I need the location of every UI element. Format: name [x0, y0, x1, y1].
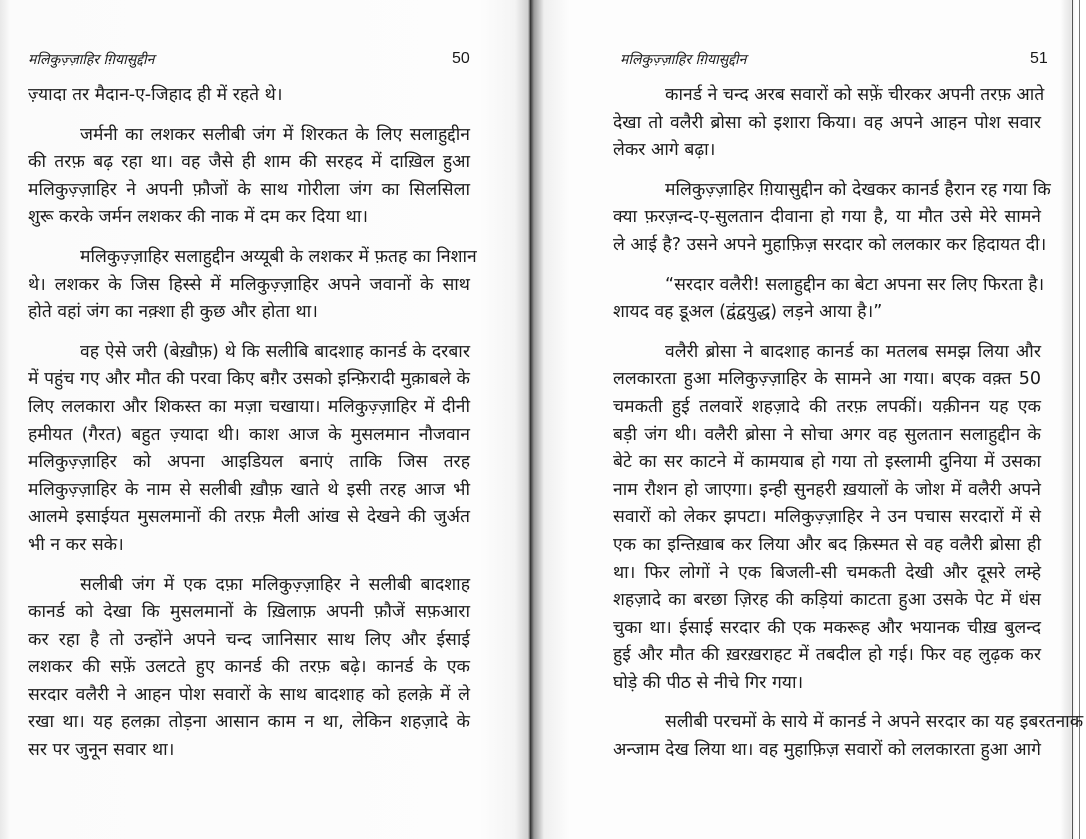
text-line: आलमे इसाईयत मुसलमानों की तरफ़ मैली आंख से देखने की जुर्अत: [28, 507, 470, 528]
text-line: बड़ी जंग थी। वलैरी ब्रोसा ने सोचा अगर वह सुलतान सलाहुद्दीन के: [613, 424, 1041, 445]
paragraph: [613, 177, 1051, 260]
text-line: वह ऐसे जरी (बेख़ौफ़) थे कि सलीबि बादशाह कानर्ड के दरबार: [80, 341, 470, 362]
text-line: मलिकुज़्ज़ाहिर ग़ियासुद्दीन को देखकर कानर्ड हैरान रह गया कि: [665, 179, 1051, 200]
text-line: चमकती हुई तलवारें शहज़ादे की तरफ़ लपकीं। यक़ीनन यह एक: [613, 396, 1041, 417]
text-line: कानर्ड ने चन्द अरब सवारों को सफ़ें चीरकर अपनी तरफ़ आते: [665, 85, 1045, 105]
text-line: मलिकुज़्ज़ाहिर को अपना आइडियल बनाएं ताकि जिस तरह: [28, 452, 470, 473]
paragraph: [28, 244, 477, 327]
text-line: कर रहा है तो उन्होंने अपने चन्द जानिसार साथ लिए और ईसाई: [28, 629, 470, 650]
text-line: हुई और मौत की ख़रख़राहट में तबदील हो गई। फिर वह लुढ़क कर: [613, 645, 1041, 666]
paragraph: [28, 82, 470, 110]
text-line: लशकर की सफ़ें उलटते हुए कानर्ड की तरफ़ बढ़े। कानर्ड के एक: [28, 657, 470, 678]
text-line: सवारों को लेकर झपटा। मलिकुज़्ज़ाहिर ने उन पचास सरदारों में से: [613, 507, 1041, 528]
text-line: अन्जाम देख लिया था। वह मुहाफ़िज़ सवारों को ललकारता हुआ आगे: [613, 740, 1041, 761]
paragraph: [28, 339, 470, 560]
page-number: 51: [1030, 50, 1048, 67]
text-line: मलिकुज़्ज़ाहिर ने अपनी फ़ौजों के साथ गोरीला जंग का सिलसिला: [28, 179, 470, 200]
right-page: [530, 0, 1086, 839]
page-number: 50: [452, 50, 470, 67]
text-line: बेटे का सर काटने में कामयाब हो गया तो इस्लामी दुनिया में उसका: [613, 452, 1041, 473]
text-line: की तरफ़ बढ़ रहा था। वह जैसे ही शाम की सरहद में दाख़िल हुआ: [28, 152, 470, 173]
text-line: शहज़ादे का बरछा ज़िरह की कड़ियां काटता हुआ उसके पेट में धंस: [613, 590, 1041, 611]
text-line: घोड़े की पीठ से नीचे गिर गया।: [613, 672, 804, 693]
text-line: लिए ललकारा और शिकस्त का मज़ा चखाया। मलिकुज़्ज़ाहिर में दीनी: [28, 396, 470, 417]
paragraph: [613, 272, 1045, 327]
text-line: सर पर जुनून सवार था।: [28, 740, 175, 761]
running-header: मलिकुज़्ज़ाहिर ग़ियासुद्दीन: [620, 52, 747, 68]
text-line: कानर्ड को देखा कि मुसलमानों के ख़िलाफ़ अपनी फ़ौजें सफ़आरा: [28, 602, 470, 623]
text-line: वलैरी ब्रोसा ने बादशाह कानर्ड का मतलब समझ लिया और: [665, 341, 1041, 362]
page-body: [613, 82, 1084, 777]
text-line: सलीबी जंग में एक दफ़ा मलिकुज़्ज़ाहिर ने सलीबी बादशाह: [80, 574, 470, 595]
text-line: सलीबी परचमों के साये में कानर्ड ने अपने सरदार का यह इबरतनाक: [665, 712, 1084, 733]
text-line: सरदार वलैरी ने आहन पोश सवारों के साथ बादशाह को हलक़े में ले: [28, 684, 470, 705]
text-line: था। फिर लोगों ने एक बिजली-सी चमकती देखी और दूसरे लम्हे: [613, 562, 1041, 583]
text-line: “सरदार वलैरी! सलाहुद्दीन का बेटा अपना सर लिए फिरता है।: [665, 274, 1045, 295]
paragraph: [613, 709, 1084, 764]
paragraph: [613, 82, 1045, 165]
text-line: क्या फ़रज़न्द-ए-सुलतान दीवाना हो गया है, या मौत उसे मेरे सामने: [613, 207, 1041, 228]
text-line: हमीयत (गैरत) बहुत ज़्यादा थी। काश आज के मुसलमान नौजवान: [28, 424, 470, 445]
text-line: लेकर आगे बढ़ा।: [613, 140, 716, 161]
text-line: में पहुंच गए और मौत की परवा किए बग़ैर उसको इन्फ़िरादी मुक़ाबले के: [28, 369, 470, 390]
page-body: [28, 82, 477, 777]
text-line: ले आई है? उसने अपने मुहाफ़िज़ सरदार को ललकार कर हिदायत दी।: [613, 234, 1047, 255]
running-header: मलिकुज़्ज़ाहिर ग़ियासुद्दीन: [28, 52, 155, 68]
text-line: होते वहां जंग का नक़्शा ही कुछ और होता था।: [28, 302, 318, 323]
text-line: शुरू करके जर्मन लशकर की नाक में दम कर दिया था।: [28, 207, 369, 228]
text-line: ललकारता हुआ मलिकुज़्ज़ाहिर के सामने आ गया। बएक वक़्त 50: [613, 369, 1041, 390]
text-line: ज़्यादा तर मैदान-ए-जिहाद ही में रहते थे।: [28, 85, 283, 105]
text-line: नाम रौशन हो जाएगा। इन्ही सुनहरी ख़यालों के जोश में वलैरी अपने: [613, 479, 1041, 500]
paragraph: [28, 572, 470, 765]
text-line: जर्मनी का लशकर सलीबी जंग में शिरकत के लिए सलाहुद्दीन: [80, 124, 470, 145]
text-line: मलिकुज़्ज़ाहिर के नाम से सलीबी ख़ौफ़ खाते थे इसी तरह आज भी: [28, 479, 470, 500]
text-line: शायद वह डूअल (द्वंद्वयुद्ध) लड़ने आया है।”: [613, 302, 883, 323]
paragraph: [613, 339, 1041, 698]
text-line: मलिकुज़्ज़ाहिर सलाहुद्दीन अय्यूबी के लशकर में फ़तह का निशान: [80, 246, 477, 267]
text-line: भी न कर सके।: [28, 534, 124, 555]
text-line: एक का इन्तिख़ाब कर लिया और बद क़िस्मत से वह वलैरी ब्रोसा ही: [613, 534, 1041, 555]
left-page: [0, 0, 530, 839]
text-line: देखा तो वलैरी ब्रोसा को इशारा किया। वह अपने आहन पोश सवार: [613, 112, 1041, 133]
text-line: चुका था। ईसाई सरदार की एक मकरूह और भयानक चीख़ बुलन्द: [613, 617, 1041, 638]
text-line: रखा था। यह हलक़ा तोड़ना आसान काम न था, लेकिन शहज़ादे के: [28, 712, 470, 733]
paragraph: [28, 122, 470, 232]
text-line: थे। लशकर के जिस हिस्से में मलिकुज़्ज़ाहिर अपने जवानों के साथ: [28, 274, 470, 295]
